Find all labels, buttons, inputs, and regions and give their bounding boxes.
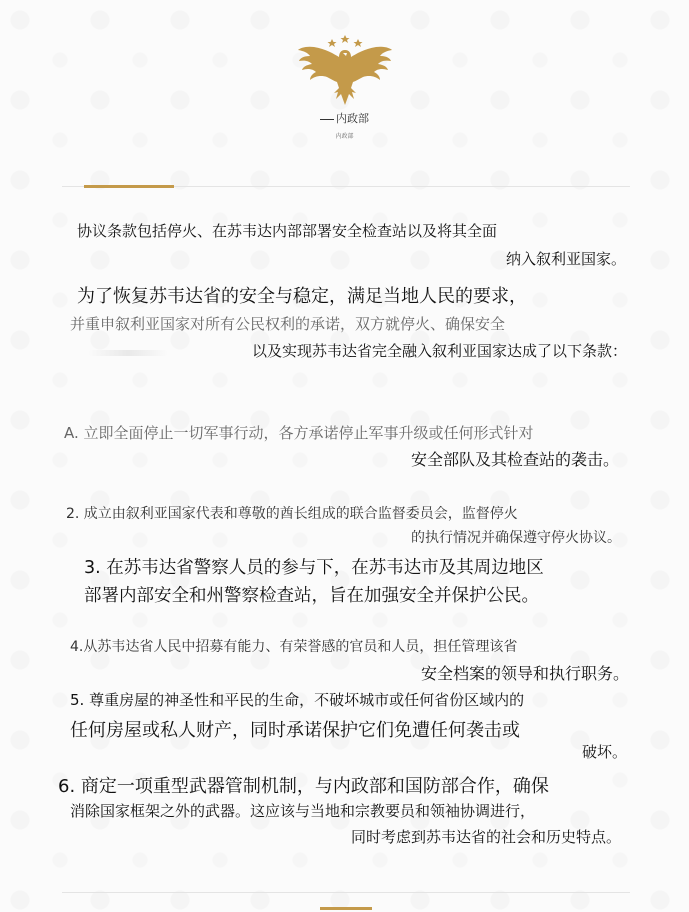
intro-line-1: 协议条款包括停火、在苏韦达内部部署安全检查站以及将其全面 (77, 222, 498, 240)
bottom-divider (62, 892, 630, 893)
bottom-gold-accent (320, 907, 372, 910)
dash-divider (320, 119, 334, 120)
ministry-label-text: 内政部 (336, 112, 369, 125)
clause-5-line-2: 任何房屋或私人财产，同时承诺保护它们免遭任何袭击或 (70, 720, 520, 741)
ministry-label (0, 110, 689, 126)
top-gold-accent (84, 185, 174, 188)
clause-4-line-1: 4.从苏韦达省人民中招募有能力、有荣誉感的官员和人员，担任管理该省 (70, 639, 518, 655)
clause-5-line-1: 5. 尊重房屋的神圣性和平民的生命，不破坏城市或任何省份区域内的 (70, 691, 525, 709)
preamble-line-2: 并重申叙利亚国家对所有公民权利的承诺，双方就停火、确保安全 (70, 315, 506, 333)
ministry-sublabel: 内政部 (335, 133, 354, 140)
preamble-line-1: 为了恢复苏韦达省的安全与稳定，满足当地人民的要求， (77, 286, 527, 307)
clause-6-line-3: 同时考虑到苏韦达省的社会和历史特点。 (350, 828, 621, 846)
clause-3-line-2: 部署内部安全和州警察检查站，旨在加强安全并保护公民。 (84, 586, 539, 606)
clause-6-line-2: 消除国家框架之外的武器。这应该与当地和宗教要员和领袖协调进行， (70, 802, 536, 820)
blurred-text-mark (88, 350, 168, 356)
eagle-emblem-icon (296, 30, 394, 110)
clause-5-line-3: 破坏。 (581, 743, 627, 761)
clause-3-line-1: 3. 在苏韦达省警察人员的参与下，在苏韦达市及其周边地区 (84, 558, 544, 578)
intro-line-2: 纳入叙利亚国家。 (505, 250, 626, 268)
clause-4-line-2: 安全档案的领导和执行职务。 (420, 664, 629, 683)
preamble-line-3: 以及实现苏韦达省完全融入叙利亚国家达成了以下条款： (251, 342, 627, 360)
clause-6-line-1: 6. 商定一项重型武器管制机制，与内政部和国防部合作，确保 (58, 776, 549, 797)
clause-a-line-2: 安全部队及其检查站的袭击。 (410, 450, 619, 469)
clause-a-line-1: A. 立即全面停止一切军事行动，各方承诺停止军事升级或任何形式针对 (64, 424, 534, 442)
clause-2-line-1: 2. 成立由叙利亚国家代表和尊敬的酋长组成的联合监督委员会，监督停火 (66, 506, 518, 522)
clause-2-line-2: 的执行情况并确保遵守停火协议。 (411, 530, 621, 546)
